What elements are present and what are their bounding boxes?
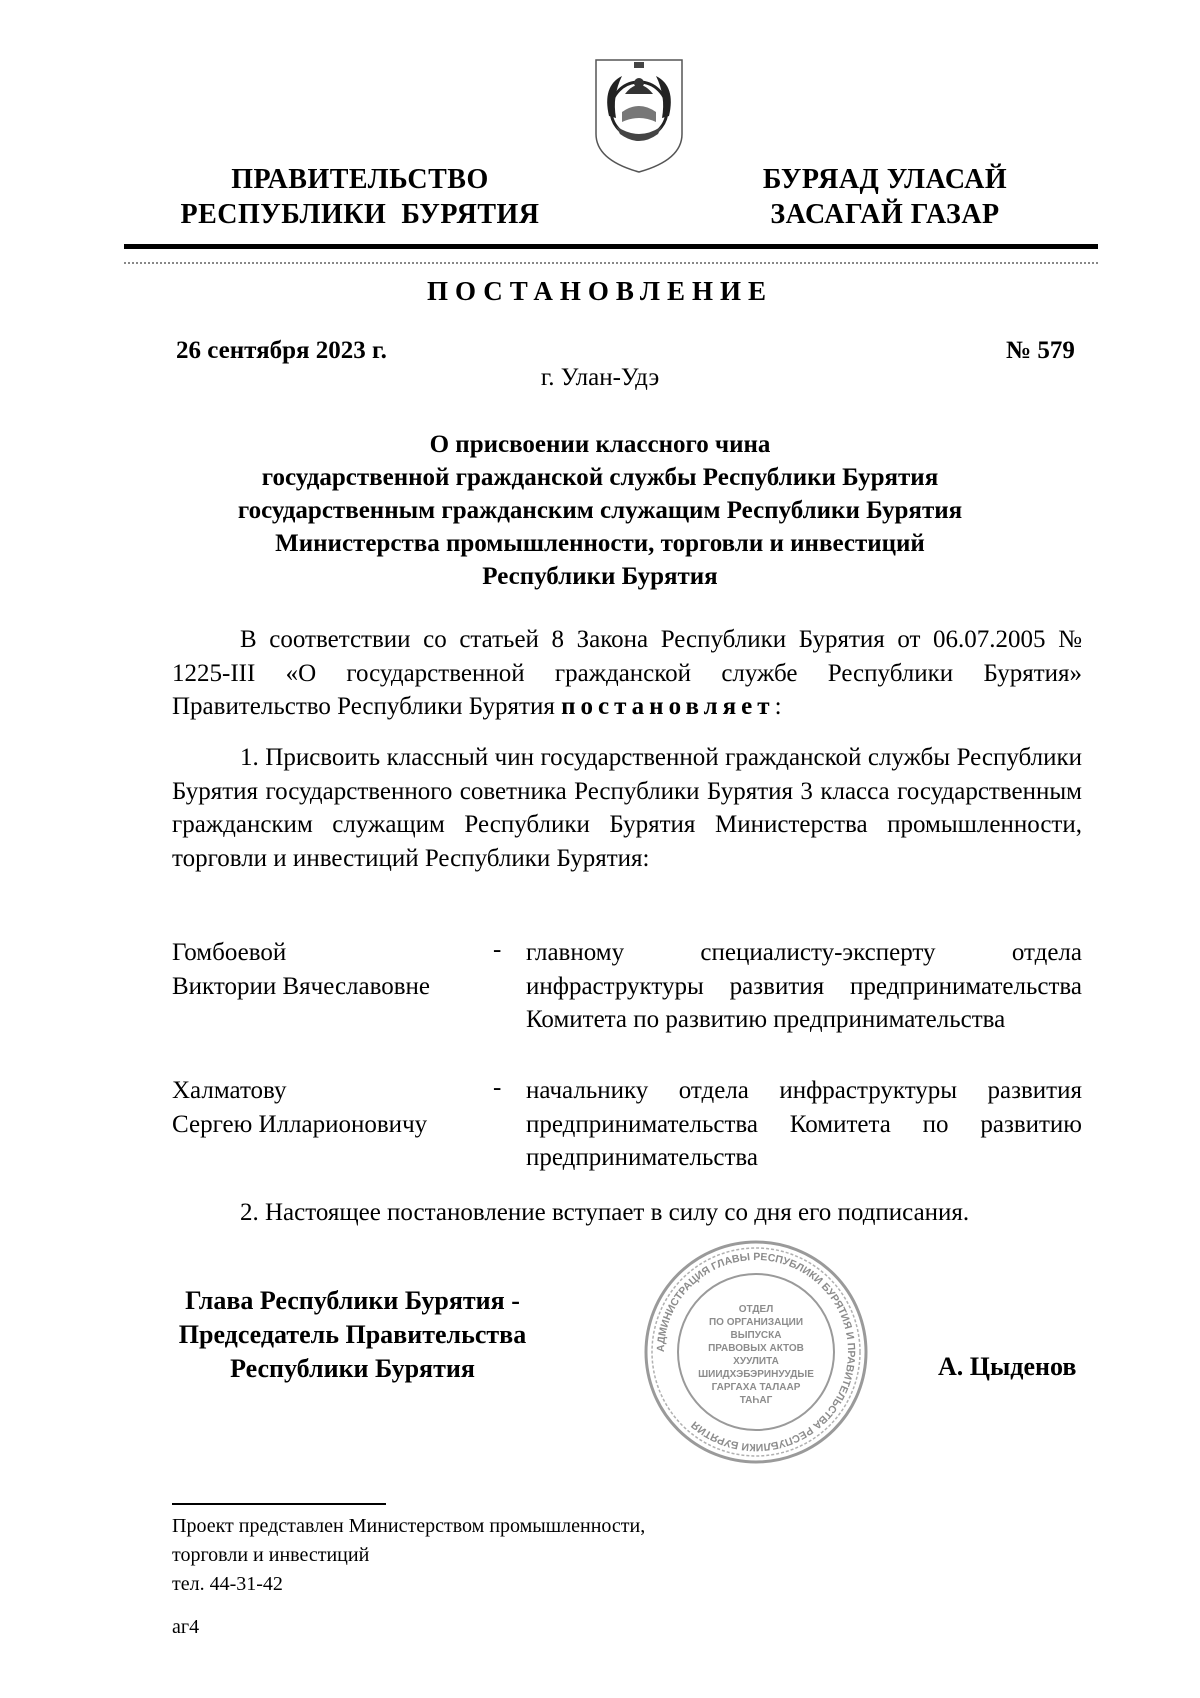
person-given-name: Сергею Илларионовичу bbox=[172, 1110, 428, 1138]
coat-of-arms-emblem bbox=[592, 56, 686, 176]
footnote-rule bbox=[172, 1503, 386, 1505]
signatory-title bbox=[140, 1284, 565, 1386]
seal-center-line: ГАРГАХА ТАЛААР bbox=[711, 1382, 801, 1393]
person-surname: Гомбоевой bbox=[172, 939, 287, 966]
preamble-keyword: постановляет bbox=[561, 693, 775, 720]
header-left-line: ПРАВИТЕЛЬСТВО bbox=[231, 164, 489, 195]
document-city: г. Улан-Удэ bbox=[540, 364, 660, 391]
title-line: Республики Бурятия bbox=[482, 563, 718, 590]
document-number: № 579 bbox=[1006, 337, 1075, 364]
title-line: Министерства промышленности, торговли и инвестиций bbox=[275, 530, 925, 557]
person-surname: Халматову bbox=[172, 1077, 287, 1104]
document-date: 26 сентября 2023 г. bbox=[176, 337, 387, 364]
header-right bbox=[735, 162, 1035, 232]
document-title bbox=[150, 428, 1050, 593]
document-type: ПОСТАНОВЛЕНИЕ bbox=[426, 276, 774, 306]
person-name bbox=[172, 1074, 492, 1141]
seal-center-line: ВЫПУСКА bbox=[730, 1330, 782, 1341]
person-given-name: Виктории Вячеславовне bbox=[172, 972, 431, 1000]
footnote bbox=[172, 1512, 812, 1599]
header-right-line: БУРЯАД УЛАСАЙ bbox=[762, 164, 1008, 195]
title-line: государственной гражданской службы Республики Бурятия bbox=[261, 464, 939, 491]
preamble-tail: : bbox=[774, 693, 782, 720]
person-name bbox=[172, 936, 492, 1003]
signatory-name: А. Цыденов bbox=[938, 1352, 1077, 1381]
document-code: аг4 bbox=[172, 1616, 200, 1638]
signatory-title-line: Глава Республики Бурятия - bbox=[185, 1286, 520, 1315]
item-2-paragraph: 2. Настоящее постановление вступает в силу со дня его подписания. bbox=[240, 1199, 970, 1226]
signatory-title-line: Республики Бурятия bbox=[230, 1354, 475, 1383]
person-dash: - bbox=[493, 1074, 502, 1101]
preamble-text: В соответствии со статьей 8 Закона Республики Бурятия от 06.07.2005 № 1225-III «О государственной гражданской службе Республики Бурятия» Правительство Республики Бурятия bbox=[172, 626, 1082, 720]
header-right-line: ЗАСАГАЙ ГАЗАР bbox=[770, 199, 1000, 230]
seal-center-line: ТАҺАГ bbox=[739, 1395, 773, 1406]
seal-center-line: ШИИДХЭБЭРИНУУДЫЕ bbox=[698, 1369, 814, 1380]
footnote-line: тел. 44-31-42 bbox=[172, 1573, 283, 1595]
seal-center-line: ОТДЕЛ bbox=[738, 1304, 774, 1315]
item-1-paragraph bbox=[172, 741, 1082, 875]
footnote-line: Проект представлен Министерством промышленности, bbox=[172, 1515, 646, 1537]
preamble-paragraph bbox=[172, 623, 1082, 724]
seal-center-line: ПО ОРГАНИЗАЦИИ bbox=[708, 1317, 804, 1328]
official-seal-stamp bbox=[640, 1236, 872, 1468]
person-position: начальнику отдела инфраструктуры развития предпринимательства Комитета по развитию предпринимательства bbox=[526, 1077, 1082, 1171]
title-line: государственным гражданским служащим Республики Бурятия bbox=[237, 497, 963, 524]
person-position: главному специалисту-эксперту отдела инфраструктуры развития предпринимательства Комитета по развитию предпринимательства bbox=[526, 939, 1082, 1033]
footnote-line: торговли и инвестиций bbox=[172, 1544, 370, 1566]
header-left bbox=[160, 162, 560, 232]
seal-center-line: ПРАВОВЫХ АКТОВ bbox=[708, 1343, 804, 1354]
signatory-title-line: Председатель Правительства bbox=[178, 1320, 527, 1349]
title-line: О присвоении классного чина bbox=[429, 431, 771, 458]
item-1-text: 1. Присвоить классный чин государственной гражданской службы Республики Бурятия государственного советника Республики Бурятия 3 класса государственным гражданским служащим Республики Бурятия Министерства промышленности, торговли и инвестиций Республики Бурятия: bbox=[172, 744, 1082, 872]
header-left-line: РЕСПУБЛИКИ БУРЯТИЯ bbox=[180, 199, 540, 230]
header-divider bbox=[124, 244, 1098, 249]
header-divider-dotted bbox=[124, 262, 1098, 264]
seal-center-line: ХУУЛИТА bbox=[733, 1356, 779, 1367]
seal-ring-text: АДМИНИСТРАЦИЯ ГЛАВЫ РЕСПУБЛИКИ БУРЯТИЯ И ПРАВИТЕЛЬСТВА РЕСПУБЛИКИ БУРЯТИЯ bbox=[654, 1250, 858, 1454]
person-dash: - bbox=[493, 936, 502, 963]
